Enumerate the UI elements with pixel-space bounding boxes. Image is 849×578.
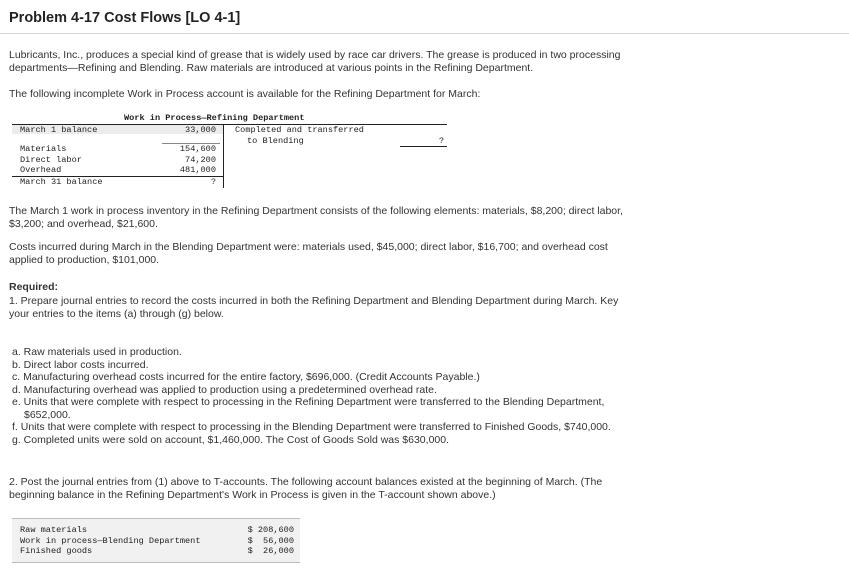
r2-line-1: 2. Post the journal entries from (1) above to T-accounts. The following account balances existed at the beginning of March. (The [9, 476, 603, 488]
t-account-center-rule [223, 124, 224, 188]
p3-line-1: The March 1 work in process inventory in the Refining Department consists of the following elements: materials, $8,200; direct labor, [9, 205, 623, 217]
t-left-label-4: March 31 balance [20, 176, 103, 187]
beginning-balances-table [12, 518, 300, 563]
balance-label-finished-goods: Finished goods [20, 546, 93, 556]
intro-paragraph [9, 49, 729, 75]
p4-line-1: Costs incurred during March in the Blending Department were: materials used, $45,000; direct labor, $16,700; and overhead cost [9, 241, 608, 253]
balance-value-finished-goods: $ 26,000 [247, 546, 294, 556]
blending-costs-paragraph [9, 241, 729, 267]
required-heading: Required: [9, 281, 59, 293]
balance-value-wip-blending: $ 56,000 [247, 535, 294, 546]
list-item: d. Manufacturing overhead was applied to production using a predetermined overhead rate. [12, 383, 437, 396]
balances-top-rule [12, 518, 300, 519]
r1-line-2: your entries to the items (a) through (g) below. [9, 308, 224, 320]
t-right-value: ? [438, 135, 444, 146]
intro-line-1: Lubricants, Inc., produces a special kind of grease that is widely used by race car drivers. The grease is produced in two processing [9, 49, 621, 61]
list-item-continuation: $652,000. [24, 408, 71, 421]
requirement-2 [9, 476, 729, 502]
t-left-value-3: 481,000 [179, 165, 216, 175]
list-item: f. Units that were complete with respect to processing in the Blending Department were transferred to Finished Goods, $740,000. [12, 421, 611, 433]
r1-line-1: 1. Prepare journal entries to record the costs incurred in both the Refining Department and Blending Department during March. Key [9, 295, 619, 307]
title-divider [0, 33, 849, 34]
balance-label-raw-materials: Raw materials [20, 525, 88, 535]
list-item: b. Direct labor costs incurred. [12, 358, 149, 371]
t-left-value-2: 74,200 [185, 154, 216, 165]
list-item: a. Raw materials used in production. [12, 346, 182, 358]
t-left-value-0: 33,000 [185, 125, 216, 135]
t-account-title: Work in Process—Refining Department [124, 113, 305, 123]
balance-label-wip-blending: Work in process—Blending Department [20, 535, 201, 546]
list-item: g. Completed units were sold on account, $1,460,000. The Cost of Goods Sold was $630,000. [12, 433, 450, 446]
list-item: e. Units that were complete with respect to processing in the Refining Department were transferred to the Blending Department, [12, 396, 605, 408]
balance-value-raw-materials: $ 208,600 [247, 525, 294, 535]
t-right-label-line-2: to Blending [247, 135, 304, 146]
list-item: c. Manufacturing overhead costs incurred for the entire factory, $696,000. (Credit Accounts Payable.) [12, 371, 480, 383]
balances-bottom-rule [12, 562, 300, 563]
intro-line-2: departments—Refining and Blending. Raw materials are introduced at various points in the Refining Department. [9, 62, 534, 74]
refining-beginning-inventory-paragraph [9, 205, 729, 231]
p4-line-2: applied to production, $101,000. [9, 254, 160, 266]
t-right-underline [400, 146, 447, 147]
t-left-label-3: Overhead [20, 165, 62, 175]
t-left-value-4: ? [210, 176, 216, 187]
t-left-label-2: Direct labor [20, 154, 82, 165]
page-title: Problem 4-17 Cost Flows [LO 4-1] [9, 10, 241, 26]
t-left-label-1: Materials [20, 144, 67, 154]
t-left-value-1: 154,600 [179, 144, 216, 154]
t-left-label-0: March 1 balance [20, 125, 98, 135]
r2-line-2: beginning balance in the Refining Department's Work in Process is given in the T-account shown above.) [9, 489, 496, 501]
p3-line-2: $3,200; and overhead, $21,600. [9, 218, 158, 230]
journal-items-list [12, 346, 611, 446]
requirement-1 [9, 295, 729, 321]
t-right-label-line-1: Completed and transferred [235, 125, 364, 135]
t-account-intro: The following incomplete Work in Process account is available for the Refining Department for March: [9, 88, 481, 100]
t-account-refining [12, 112, 447, 188]
